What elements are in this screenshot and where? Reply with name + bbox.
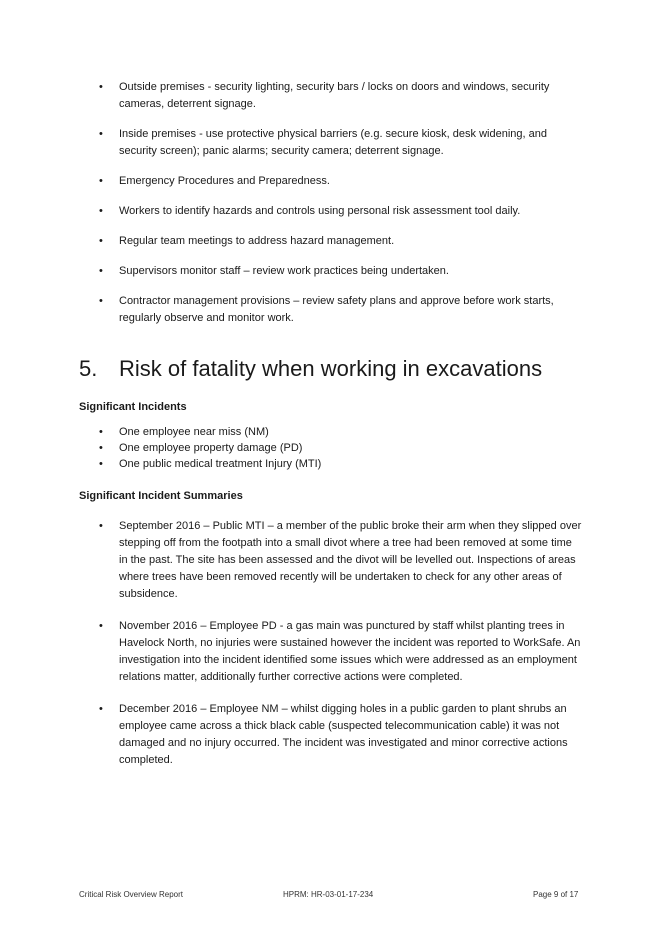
bullet-icon: • bbox=[99, 175, 103, 187]
list-item bbox=[0, 701, 656, 769]
bullet-icon: • bbox=[99, 458, 103, 470]
list-item-text: Outside premises - security lighting, security bars / locks on doors and windows, security cameras, deterrent signage. bbox=[119, 81, 550, 110]
bullet-icon: • bbox=[99, 426, 103, 438]
list-item bbox=[0, 618, 656, 686]
list-item-text: November 2016 – Employee PD - a gas main was punctured by staff whilst planting trees in Havelock North, no injuries were sustained however the incident was reported to WorkSafe. An investigation into the incident identified some issues which were addressed as an employment relations matter, additionally further corrective actions were completed. bbox=[119, 620, 581, 683]
bullet-icon: • bbox=[99, 235, 103, 247]
bullet-icon: • bbox=[99, 265, 103, 277]
bullet-icon: • bbox=[99, 81, 103, 93]
list-item bbox=[0, 173, 656, 190]
section-number: 5. bbox=[79, 356, 98, 381]
bullet-icon: • bbox=[99, 620, 103, 632]
bullet-icon: • bbox=[99, 205, 103, 217]
bullet-icon: • bbox=[99, 442, 103, 454]
list-item-text: Inside premises - use protective physical barriers (e.g. secure kiosk, desk widening, and security screen); panic alarms; security camera; deterrent signage. bbox=[119, 128, 547, 157]
list-item-text: Supervisors monitor staff – review work practices being undertaken. bbox=[119, 265, 449, 277]
significant-incidents-heading: Significant Incidents bbox=[79, 401, 187, 413]
list-item bbox=[0, 440, 656, 456]
list-item bbox=[0, 293, 656, 327]
incident-summaries-list bbox=[0, 518, 656, 782]
list-item-text: Regular team meetings to address hazard management. bbox=[119, 235, 395, 247]
section-heading bbox=[79, 356, 542, 382]
list-item bbox=[0, 424, 656, 440]
list-item bbox=[0, 79, 656, 113]
list-item bbox=[0, 203, 656, 220]
list-item-text: One employee property damage (PD) bbox=[119, 442, 303, 454]
footer-report-title: Critical Risk Overview Report bbox=[79, 890, 184, 899]
footer-reference: HPRM: HR-03-01-17-234 bbox=[283, 890, 374, 899]
bullet-icon: • bbox=[99, 520, 103, 532]
list-item-text: One employee near miss (NM) bbox=[119, 426, 269, 438]
section-title: Risk of fatality when working in excavations bbox=[119, 356, 543, 381]
list-item bbox=[0, 233, 656, 250]
bullet-icon: • bbox=[99, 295, 103, 307]
list-item bbox=[0, 518, 656, 603]
list-item bbox=[0, 126, 656, 160]
list-item bbox=[0, 263, 656, 280]
significant-incidents-list bbox=[0, 424, 656, 472]
list-item bbox=[0, 456, 656, 472]
controls-bullet-list bbox=[0, 79, 656, 340]
list-item-text: December 2016 – Employee NM – whilst digging holes in a public garden to plant shrubs an employee came across a thick black cable (suspected telecommunication cable) it was not damaged and no injury occurred. The incident was investigated and minor corrective actions completed. bbox=[119, 703, 568, 766]
list-item-text: Workers to identify hazards and controls using personal risk assessment tool daily. bbox=[119, 205, 521, 217]
list-item-text: September 2016 – Public MTI – a member of the public broke their arm when they slipped over stepping off from the footpath into a small divot where a tree had been removed at some time in the past. The site has been assessed and the divot will be levelled out. Inspections of areas where trees have been removed recently will be undertaken to check for any other areas of subsidence. bbox=[119, 520, 582, 600]
footer-page-number: Page 9 of 17 bbox=[533, 890, 579, 899]
bullet-icon: • bbox=[99, 128, 103, 140]
incident-summaries-heading: Significant Incident Summaries bbox=[79, 490, 243, 502]
list-item-text: Contractor management provisions – review safety plans and approve before work starts, regularly observe and monitor work. bbox=[119, 295, 554, 324]
bullet-icon: • bbox=[99, 703, 103, 715]
list-item-text: Emergency Procedures and Preparedness. bbox=[119, 175, 330, 187]
list-item-text: One public medical treatment Injury (MTI) bbox=[119, 458, 322, 470]
